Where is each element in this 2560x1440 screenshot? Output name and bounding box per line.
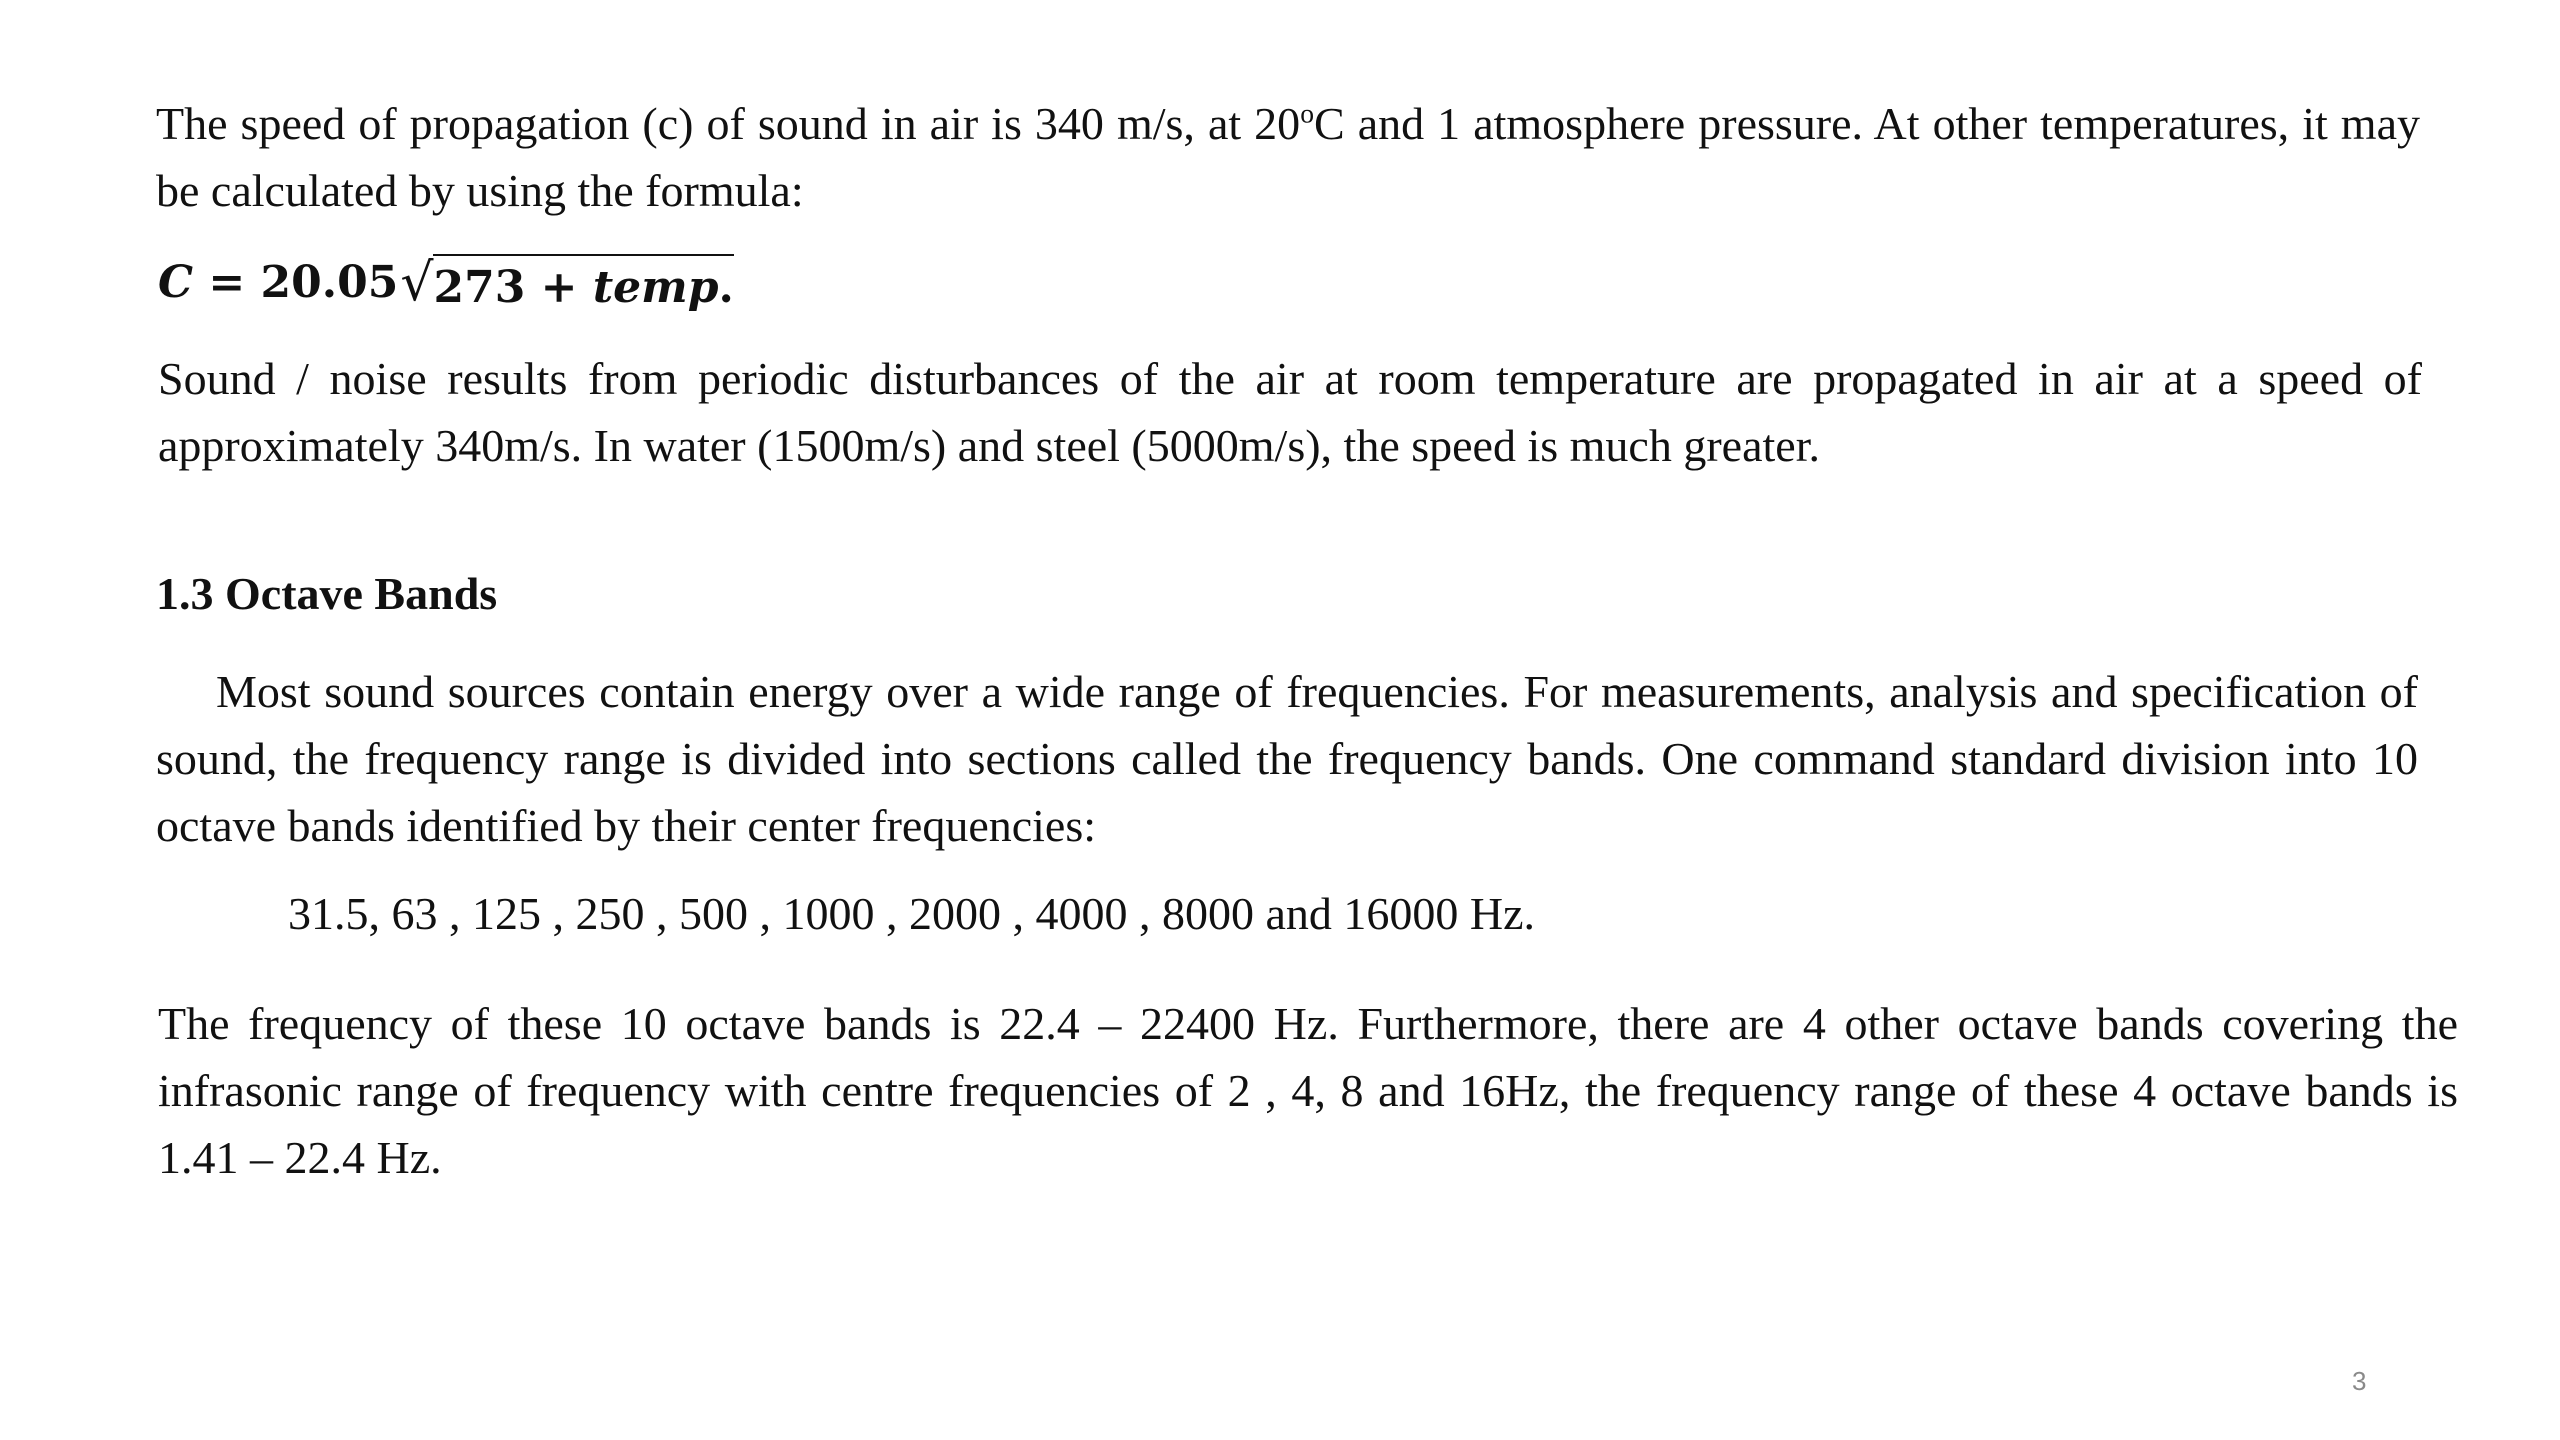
frequency-range-paragraph: The frequency of these 10 octave bands is 22.4 – 22400 Hz. Furthermore, there are 4 other octave bands covering the infrasonic range of frequency with centre frequencies of 2 , 4, 8 and 16Hz, the frequency range of these 4 octave bands is 1.41 – 22.4 Hz.: [158, 998, 2458, 1183]
speed-of-sound-paragraph: [156, 90, 2420, 224]
formula-coefficient: = 20.05: [193, 257, 399, 308]
center-frequencies-list: 31.5, 63 , 125 , 250 , 500 , 1000 , 2000 , 4000 , 8000 and 16000 Hz.: [288, 888, 1536, 939]
formula-trailing: .: [718, 262, 734, 313]
speed-text-end: C and 1 atmosphere pressure. At other temperatures, it may be calculated by using the formula:: [156, 98, 2421, 216]
section-heading: 1.3 Octave Bands: [156, 568, 498, 619]
radicand-number: 273 +: [433, 262, 593, 313]
radicand-variable: temp: [592, 262, 719, 313]
speed-text-start: The speed of propagation (c) of sound in air is 340 m/s, at 20: [156, 98, 1301, 149]
square-root-icon: √: [400, 253, 434, 313]
speed-formula: [158, 248, 734, 318]
page-number: 3: [2352, 1366, 2367, 1396]
octave-bands-intro-paragraph: Most sound sources contain energy over a wide range of frequencies. For measurements, analysis and specification of sound, the frequency range is divided into sections called the frequency bands. One command standard division into 10 octave bands identified by their center frequencies:: [156, 666, 2418, 851]
formula-radicand: [433, 254, 733, 318]
formula-variable-c: C: [158, 257, 194, 308]
sound-noise-paragraph: Sound / noise results from periodic disturbances of the air at room temperature are propagated in air at a speed of approximately 340m/s. In water (1500m/s) and steel (5000m/s), the speed is much greater.: [158, 353, 2422, 471]
degree-superscript: o: [1300, 97, 1314, 129]
